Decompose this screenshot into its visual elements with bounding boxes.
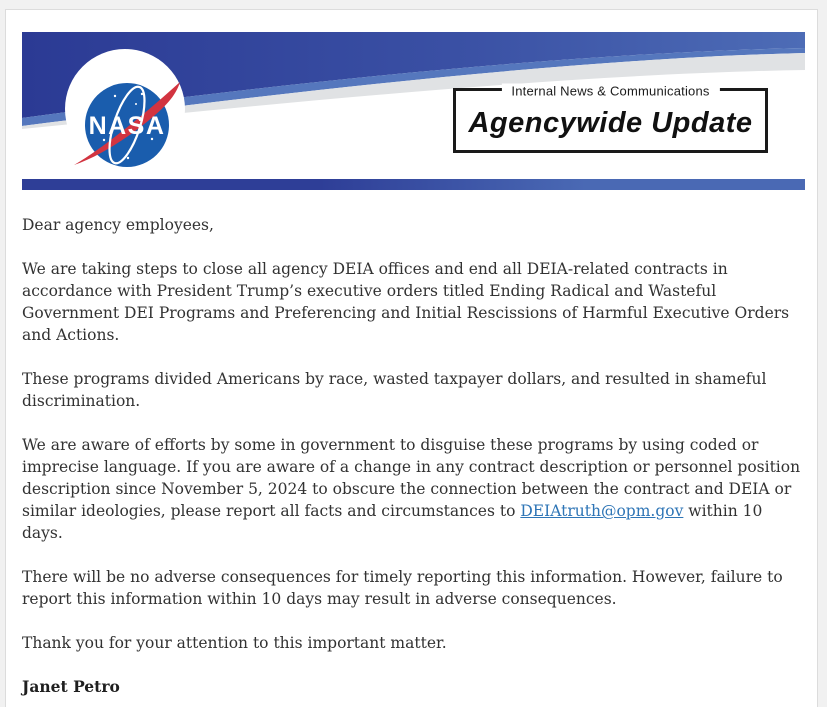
- nasa-logo-icon: [60, 44, 190, 174]
- divider-bar: [22, 179, 805, 190]
- email-body: [22, 214, 801, 698]
- paragraph-consequences: There will be no adverse consequences for timely reporting this information. However, failure to report this information within 10 days may result in adverse consequences.: [22, 568, 783, 608]
- masthead-box: [453, 83, 768, 153]
- signature: Janet Petro: [22, 677, 120, 696]
- nasa-logo-text: NASA: [88, 112, 166, 140]
- paragraph-report-before-link: We are aware of efforts by some in government to disguise these programs by using coded or imprecise language. If you are aware of a change in any contract description or personnel position description since November 5, 2024 to obscure the connection between the contract and DEIA or similar ideologies, please report all facts and circumstances to: [22, 436, 801, 520]
- paragraph-report-instructions: [22, 434, 801, 544]
- kicker-label: Internal News & Communications: [501, 84, 719, 99]
- deiatruth-email-link[interactable]: DEIAtruth@opm.gov: [520, 502, 684, 520]
- salutation: Dear agency employees,: [22, 216, 214, 234]
- paragraph-thank-you: Thank you for your attention to this important matter.: [22, 634, 447, 652]
- newsletter-header: [6, 10, 817, 190]
- newsletter-title: Agencywide Update: [468, 107, 753, 139]
- paragraph-deia-offices: We are taking steps to close all agency DEIA offices and end all DEIA-related contracts in accordance with President Trump’s executive orders titled Ending Radical and Wasteful Government DEI Programs and Preferencing and Initial Rescissions of Harmful Executive Orders and Actions.: [22, 260, 790, 344]
- paragraph-report-after-link: within 10 days.: [22, 502, 763, 542]
- email-panel: [5, 9, 818, 707]
- paragraph-programs-divided: These programs divided Americans by race, wasted taxpayer dollars, and resulted in shameful discrimination.: [22, 370, 767, 410]
